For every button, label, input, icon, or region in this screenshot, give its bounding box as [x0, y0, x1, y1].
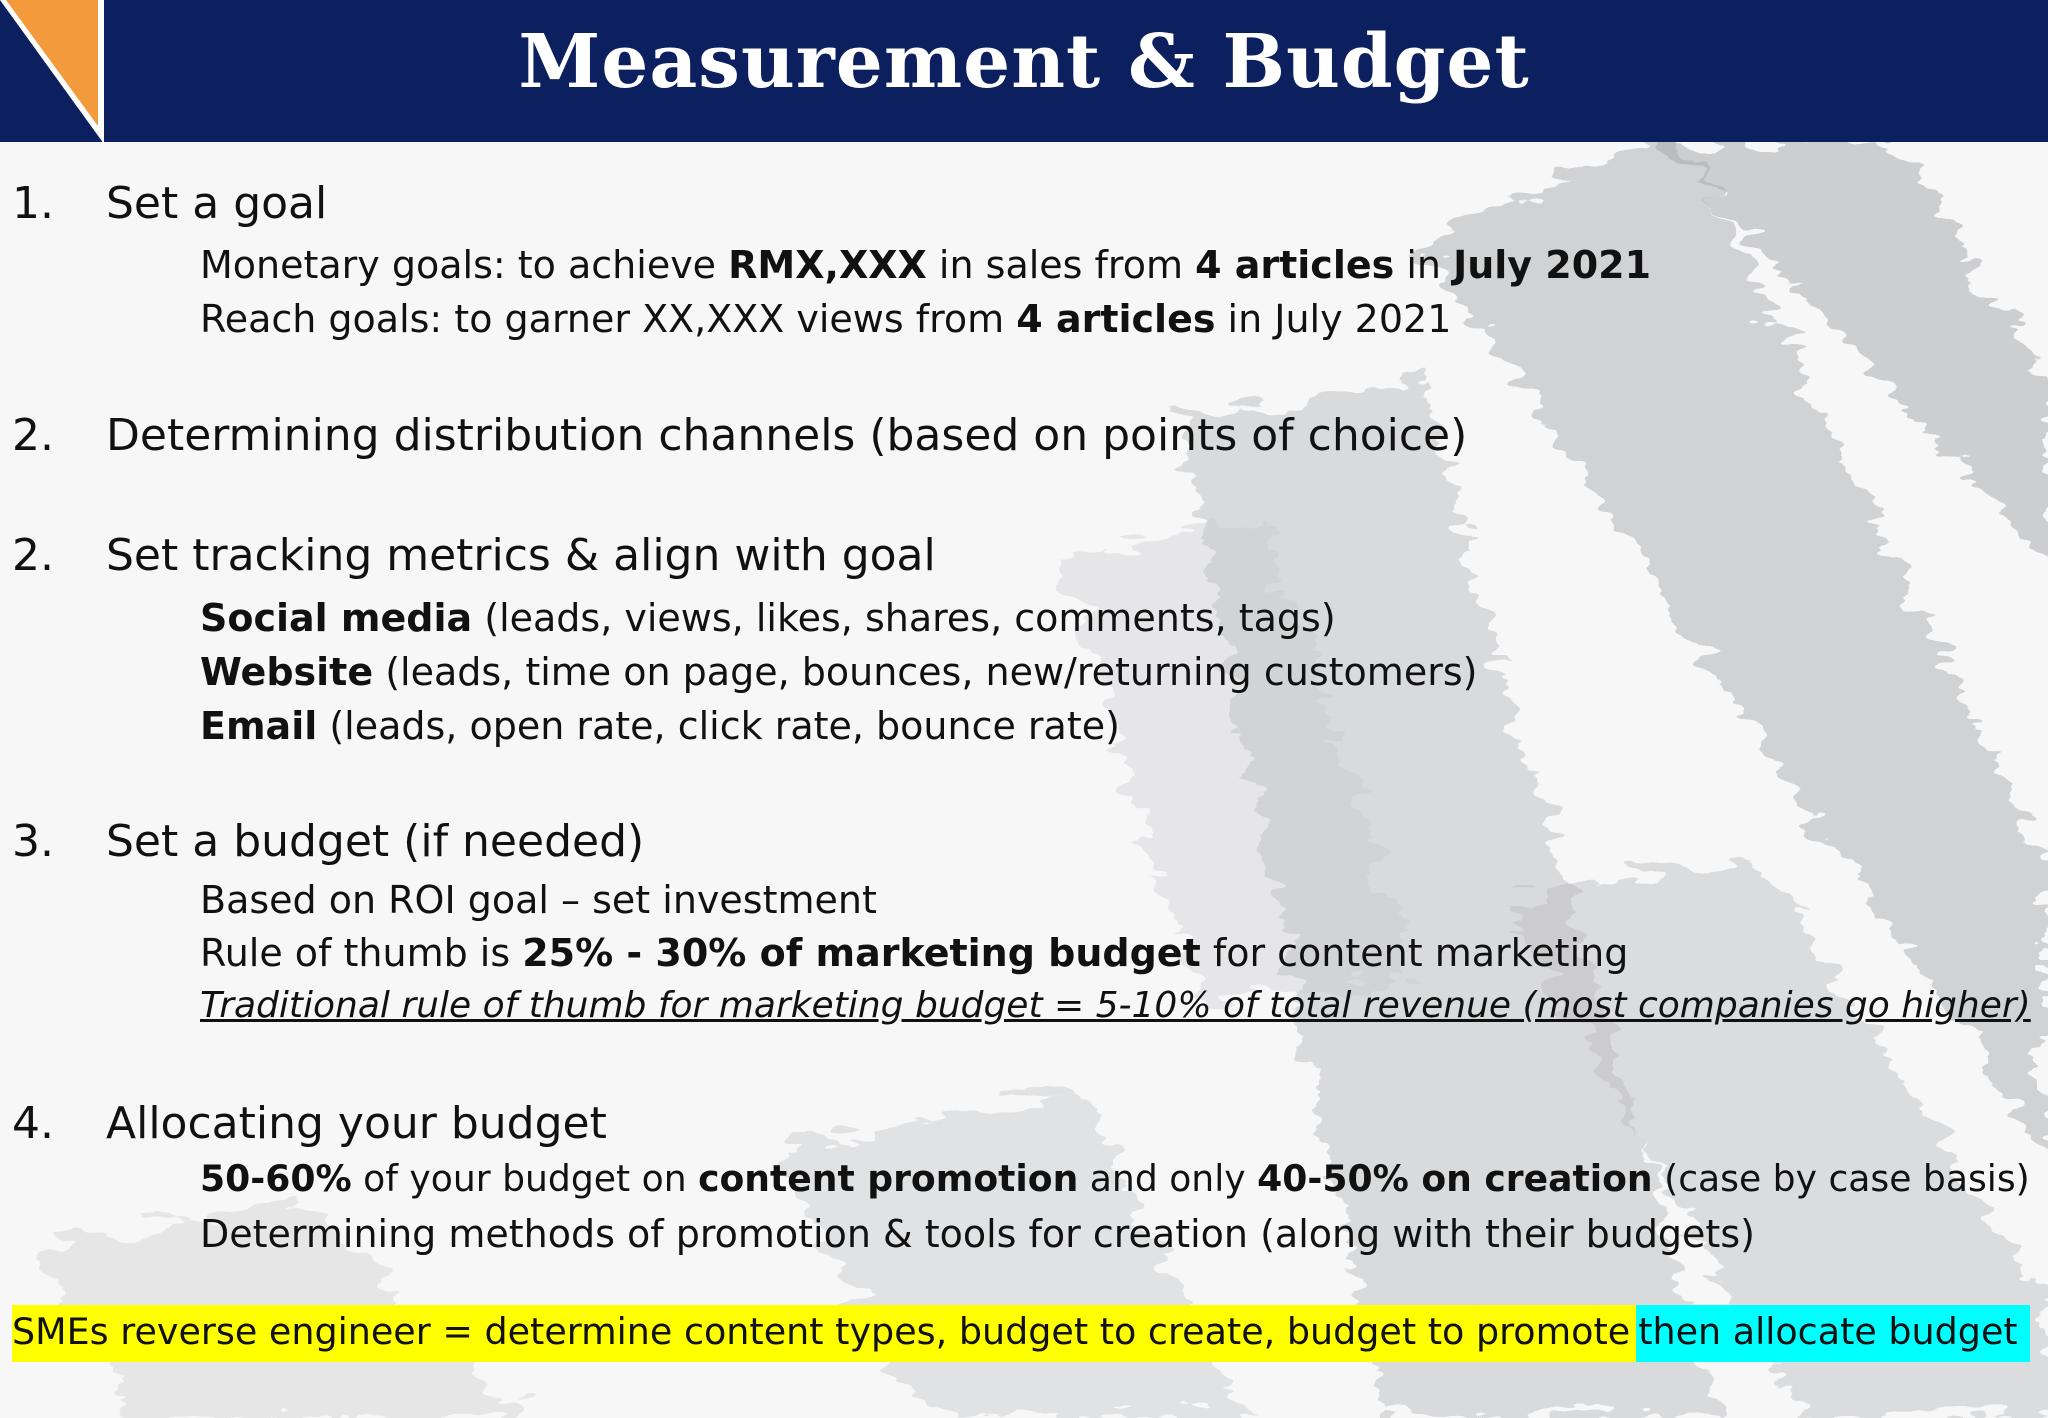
text-run: Monetary goals: to achieve	[200, 243, 729, 287]
section-1-line-2	[200, 297, 1452, 341]
footer-summary	[12, 1310, 2030, 1353]
text-run: (leads, views, likes, shares, comments, tags)	[472, 596, 1336, 640]
section-1-number: 1.	[12, 178, 54, 229]
text-run: Website	[200, 650, 374, 694]
text-run: in sales from	[926, 243, 1196, 287]
section-5-number: 4.	[12, 1098, 54, 1149]
text-run: 4 articles	[1016, 297, 1216, 341]
text-run: (case by case basis)	[1652, 1157, 2030, 1200]
section-3-heading: Set tracking metrics & align with goal	[106, 530, 936, 581]
text-run: 40-50% on creation	[1257, 1157, 1653, 1200]
section-3-line-1	[200, 596, 1336, 640]
text-run: content promotion	[698, 1157, 1079, 1200]
section-1-line-1	[200, 243, 1652, 287]
section-5-line-2	[200, 1212, 1755, 1256]
section-2-number: 2.	[12, 410, 54, 461]
text-run: July 2021	[1453, 243, 1652, 287]
text-run: of your budget on	[351, 1157, 699, 1200]
section-4-line-2	[200, 931, 1629, 975]
text-run: in July 2021	[1215, 297, 1452, 341]
section-2-heading: Determining distribution channels (based on points of choice)	[106, 410, 1468, 461]
text-run: Email	[200, 704, 318, 748]
text-run: 25% - 30% of marketing budget	[522, 931, 1201, 975]
text-run: for content marketing	[1200, 931, 1629, 975]
section-4-number: 3.	[12, 816, 54, 867]
section-1-heading: Set a goal	[106, 178, 328, 229]
text-run: Reach goals: to garner XX,XXX views from	[200, 297, 1017, 341]
text-run: in	[1394, 243, 1454, 287]
section-3-line-3	[200, 704, 1120, 748]
text-run: Based on ROI goal – set investment	[200, 878, 877, 922]
header-bar	[0, 0, 2048, 142]
section-4-heading: Set a budget (if needed)	[106, 816, 645, 867]
section-4-line-3	[200, 985, 2031, 1026]
section-4-line-1	[200, 878, 877, 922]
section-5-heading: Allocating your budget	[106, 1098, 607, 1149]
text-run: 4 articles	[1195, 243, 1395, 287]
text-run: RMX,XXX	[728, 243, 927, 287]
text-run: 50-60%	[200, 1157, 352, 1200]
text-run: (leads, time on page, bounces, new/returning customers)	[373, 650, 1478, 694]
footer-cyan-highlight: then allocate budget	[1636, 1305, 2030, 1362]
footer-yellow-highlight: SMEs reverse engineer = determine content types, budget to create, budget to promote	[12, 1305, 1636, 1362]
text-run: Rule of thumb is	[200, 931, 523, 975]
text-run: and only	[1078, 1157, 1258, 1200]
text-run: Traditional rule of thumb for marketing budget = 5-10% of total revenue (most companies go higher)	[200, 985, 2031, 1026]
section-3-line-2	[200, 650, 1478, 694]
text-run: Determining methods of promotion & tools for creation (along with their budgets)	[200, 1212, 1755, 1256]
text-run: Social media	[200, 596, 473, 640]
section-3-number: 2.	[12, 530, 54, 581]
text-run: (leads, open rate, click rate, bounce rate)	[317, 704, 1120, 748]
slide-title: Measurement & Budget	[518, 19, 1530, 105]
section-5-line-1	[200, 1157, 2030, 1200]
